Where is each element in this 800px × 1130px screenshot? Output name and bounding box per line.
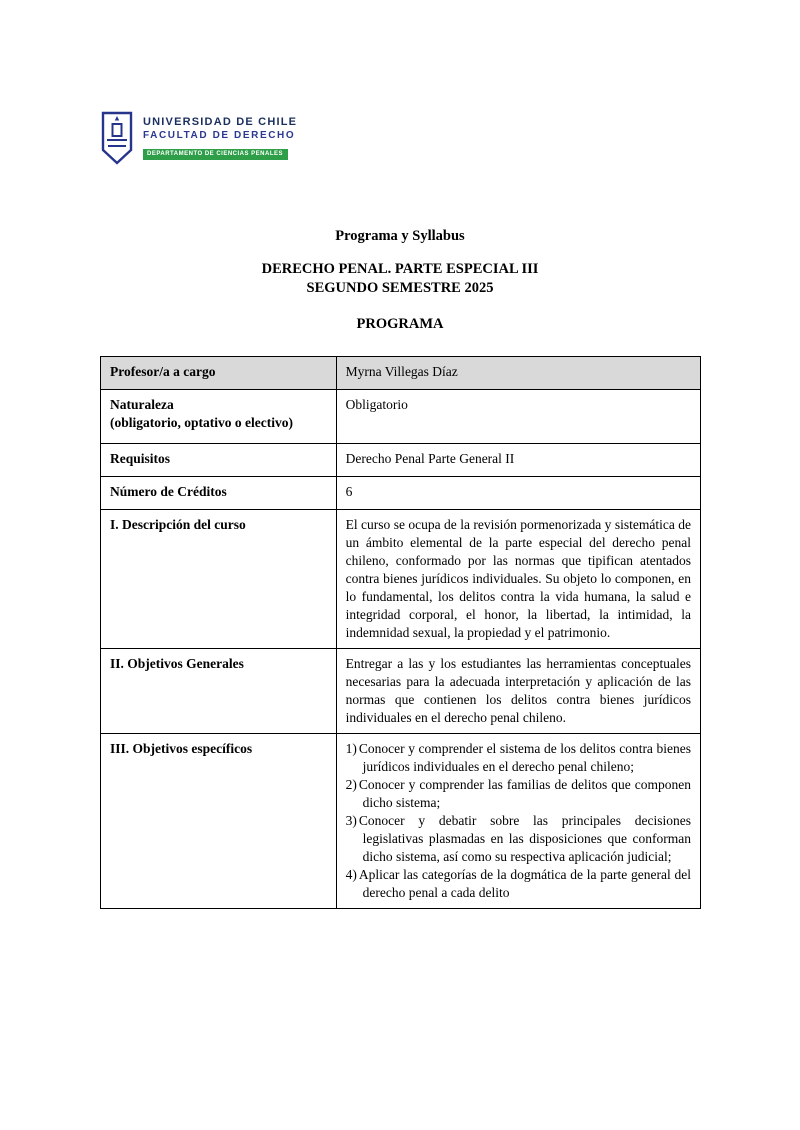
row-label: Requisitos — [101, 444, 337, 477]
row-label: II. Objetivos Generales — [101, 649, 337, 734]
document-titles — [0, 228, 800, 333]
table-row-descripcion — [101, 510, 701, 649]
objective-text: Aplicar las categorías de la dogmática de la parte general del derecho penal a cada delito — [358, 867, 691, 900]
university-logo — [100, 110, 297, 171]
logo-faculty-name: FACULTAD DE DERECHO — [143, 130, 296, 141]
table-row-profesor — [101, 357, 701, 390]
row-label: Número de Créditos — [101, 477, 337, 510]
doc-title: Programa y Syllabus — [335, 228, 465, 244]
row-label: III. Objetivos específicos — [101, 734, 337, 909]
table-row-creditos — [101, 477, 701, 510]
row-label-main: Naturaleza — [110, 397, 174, 412]
row-label — [101, 390, 337, 444]
objective-number: 1) — [345, 741, 357, 756]
objective-number: 3) — [345, 813, 357, 828]
logo-text — [143, 110, 297, 160]
row-label: I. Descripción del curso — [101, 510, 337, 649]
row-label: Profesor/a a cargo — [101, 357, 337, 390]
row-value: El curso se ocupa de la revisión pormenorizada y sistemática de un ámbito elemental de la parte especial del derecho penal chileno, conformado por las normas que tipifican atentados contra bienes jurídicos individuales. Su objeto lo componen, en lo fundamental, los delitos contra la vida humana, la salud e integridad corporal, el honor, la libertad, la intimidad, la indemnidad sexual, la propiedad y el patrimonio. — [336, 510, 700, 649]
row-value: Obligatorio — [336, 390, 700, 444]
objective-number: 4) — [345, 867, 357, 882]
logo-department-banner: DEPARTAMENTO DE CIENCIAS PENALES — [143, 149, 288, 160]
objective-item — [346, 776, 691, 812]
row-label-sub: (obligatorio, optativo o electivo) — [110, 415, 293, 430]
row-value — [336, 734, 700, 909]
row-value: Myrna Villegas Díaz — [336, 357, 700, 390]
objective-item — [346, 740, 691, 776]
objective-text: Conocer y comprender el sistema de los delitos contra bienes jurídicos individuales en el derecho penal chileno; — [358, 741, 691, 774]
objective-item — [346, 866, 691, 902]
program-table — [100, 356, 701, 909]
objective-text: Conocer y debatir sobre las principales decisiones legislativas plasmadas en las disposiciones que conforman dicho sistema, así como su respectiva aplicación judicial; — [358, 813, 691, 864]
row-value: Entregar a las y los estudiantes las herramientas conceptuales necesarias para la adecuada interpretación y aplicación de las normas que contienen los delitos contra bienes jurídicos individuales en el derecho penal chileno. — [336, 649, 700, 734]
table-row-objetivos-generales — [101, 649, 701, 734]
objective-text: Conocer y comprender las familias de delitos que componen dicho sistema; — [358, 777, 691, 810]
course-title: DERECHO PENAL. PARTE ESPECIAL III — [261, 261, 539, 277]
table-row-requisitos — [101, 444, 701, 477]
row-value: 6 — [336, 477, 700, 510]
university-crest-icon — [100, 110, 134, 171]
table-row-naturaleza — [101, 390, 701, 444]
row-value: Derecho Penal Parte General II — [336, 444, 700, 477]
semester-title: SEGUNDO SEMESTRE 2025 — [306, 280, 494, 296]
objective-item — [346, 812, 691, 866]
logo-university-name: UNIVERSIDAD DE CHILE — [143, 116, 298, 128]
table-row-objetivos-especificos — [101, 734, 701, 909]
objective-number: 2) — [345, 777, 357, 792]
program-heading: PROGRAMA — [356, 316, 444, 332]
